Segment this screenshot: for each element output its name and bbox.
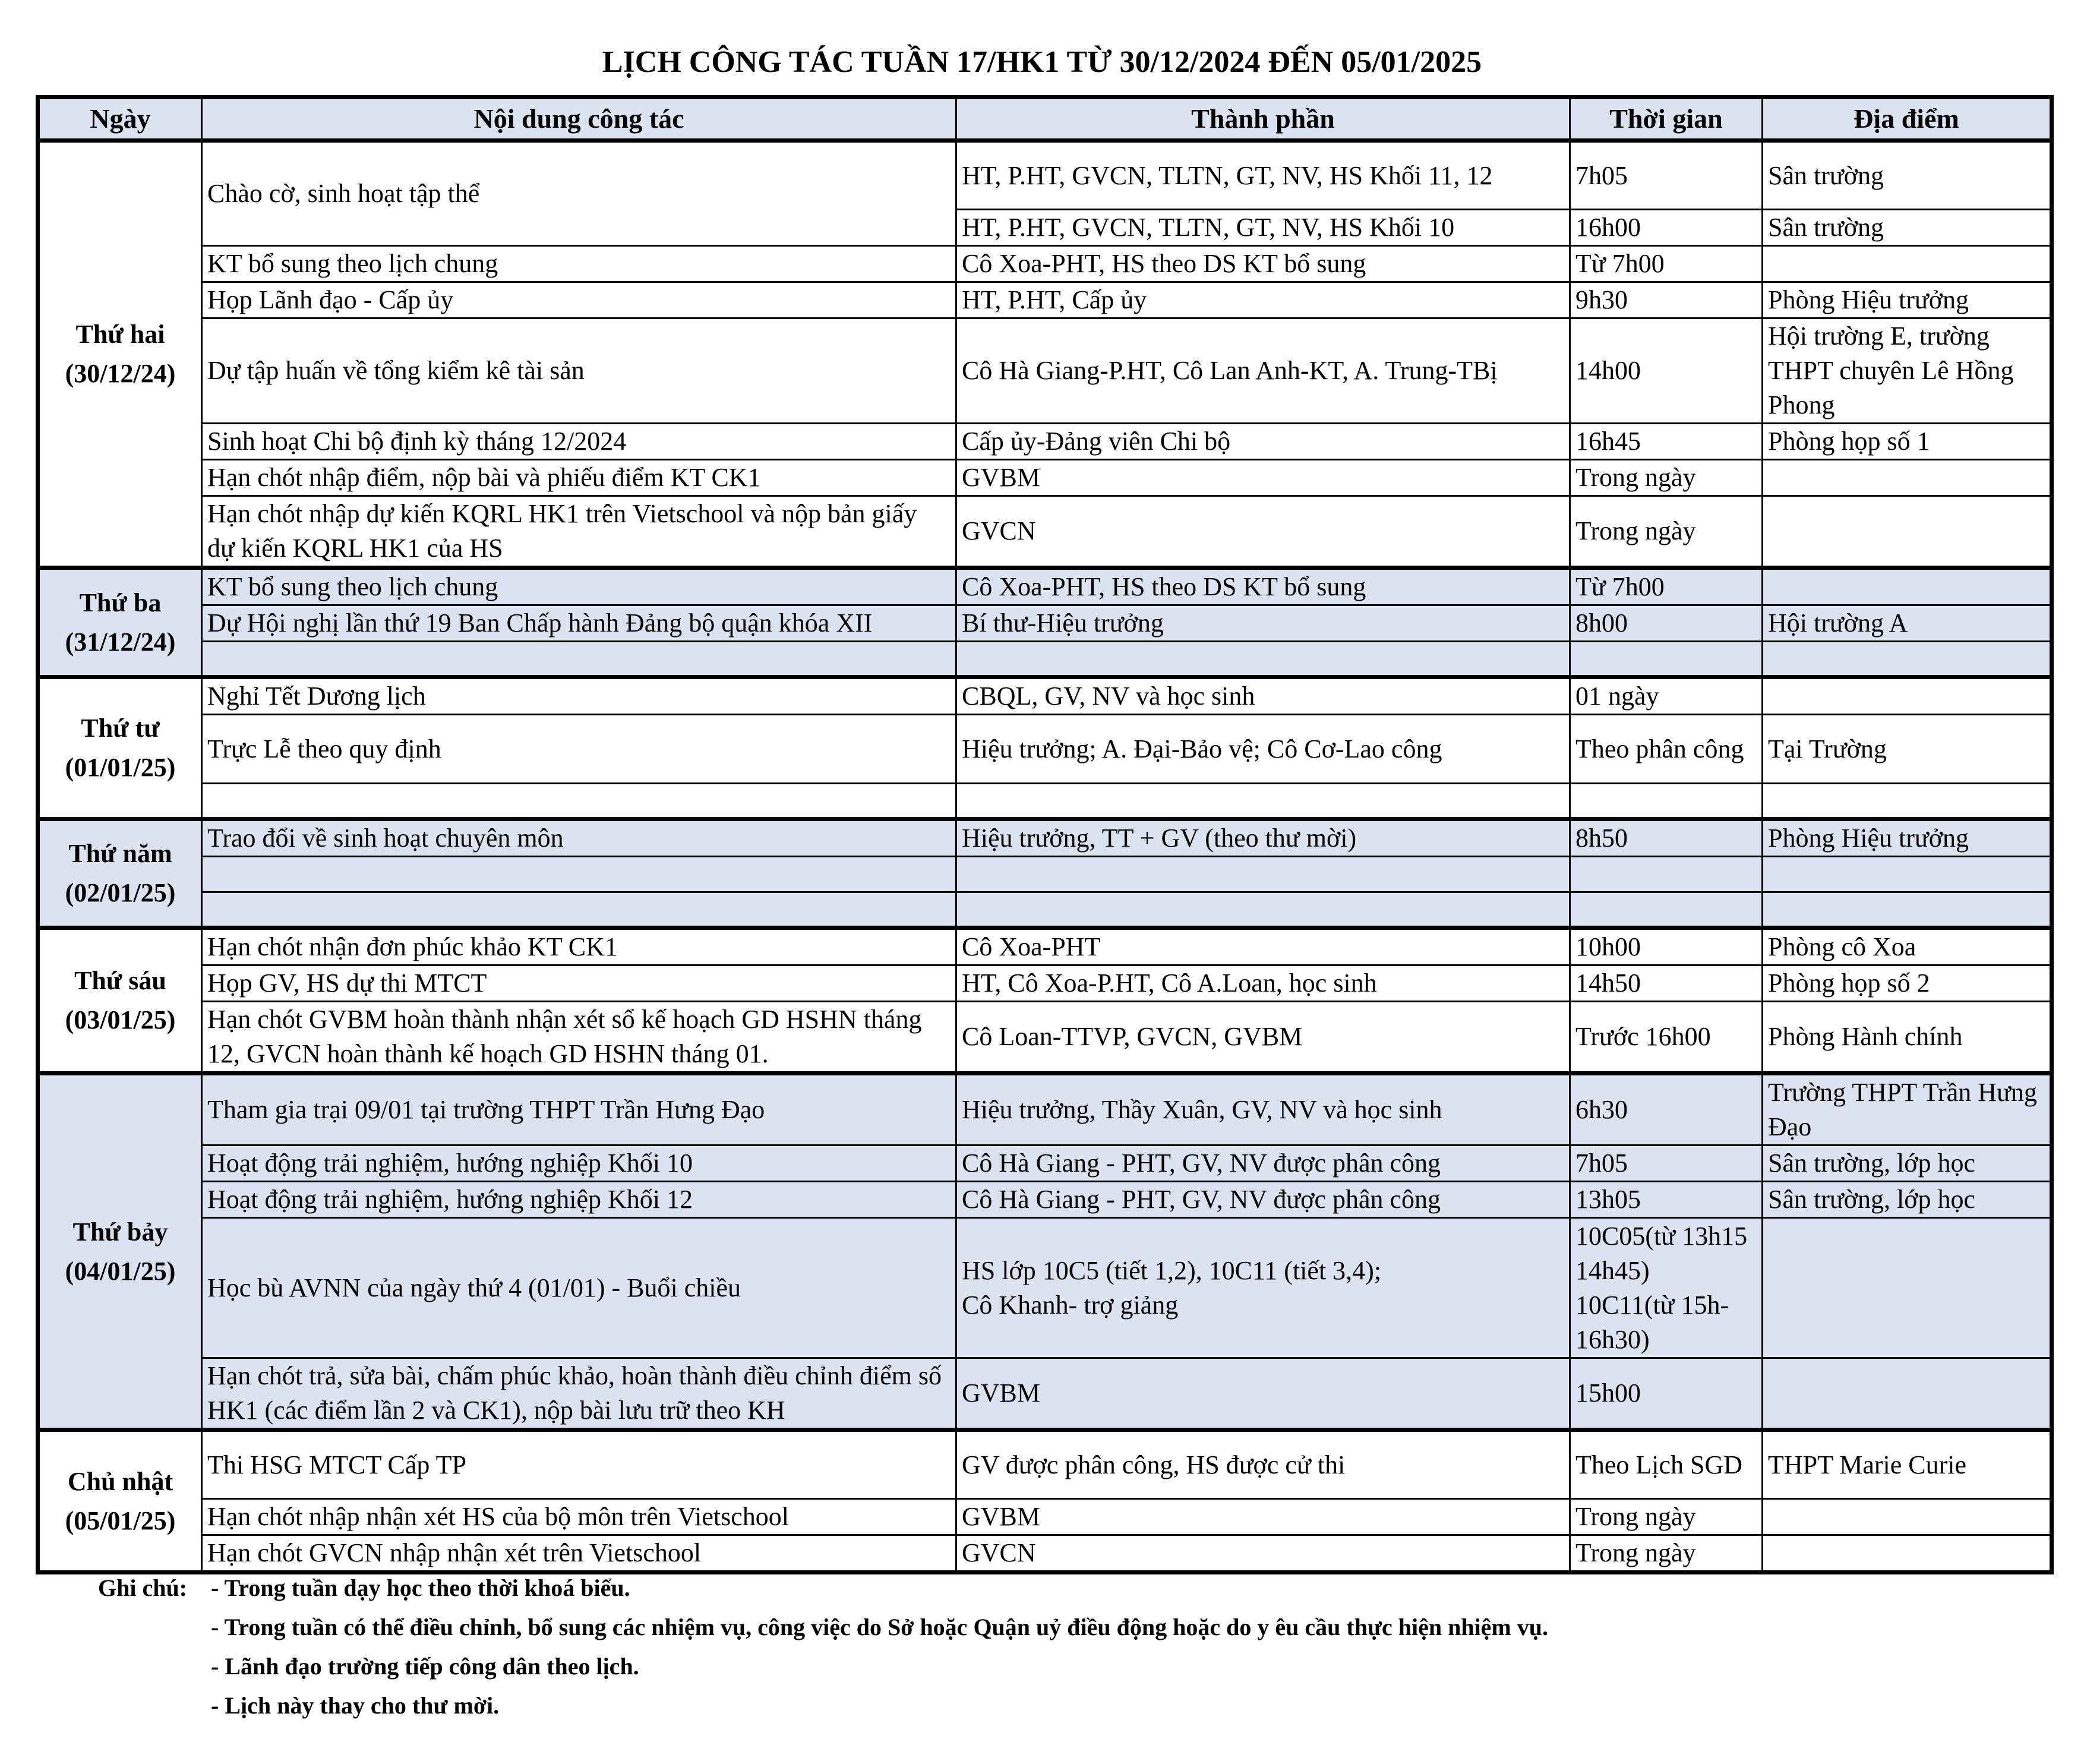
task-time: [1570, 784, 1763, 819]
task-time-text: 16h45: [1575, 427, 1641, 456]
task-location: [1763, 568, 2052, 605]
day-cell: [38, 1430, 202, 1573]
task-members: [956, 1002, 1570, 1074]
task-location-text: Sân trường: [1768, 213, 1884, 242]
task-location: [1763, 496, 2052, 568]
task-members-text: Hiệu trưởng, Thầy Xuân, GV, NV và học sinh: [962, 1095, 1442, 1124]
task-location-text: Phòng cô Xoa: [1768, 932, 1916, 961]
task-location: [1763, 1074, 2052, 1146]
task-location: [1763, 1146, 2052, 1182]
day-date: (03/01/25): [65, 1005, 176, 1034]
task-location: [1763, 965, 2052, 1002]
task-time-text: Theo Lịch SGD: [1575, 1450, 1743, 1479]
task-time-text: 8h50: [1575, 823, 1628, 853]
task-content: [202, 1430, 956, 1499]
day-name: Thứ bảy: [72, 1217, 168, 1247]
task-content: [202, 141, 956, 246]
task-members: [956, 282, 1570, 318]
task-time: [1570, 928, 1763, 965]
task-members: [956, 424, 1570, 460]
day-date: (30/12/24): [65, 359, 176, 388]
task-content-text: Hạn chót GVBM hoàn thành nhận xét sổ kế hoạch GD HSHN tháng 12, GVCN hoàn thành kế hoạch GD HSHN tháng 01.: [207, 1005, 922, 1068]
task-members: [956, 141, 1570, 210]
notes-label: Ghi chú:: [98, 1574, 188, 1601]
task-time: [1570, 1146, 1763, 1182]
task-location: [1763, 784, 2052, 819]
task-location: [1763, 246, 2052, 282]
task-content-text: Họp Lãnh đạo - Cấp ủy: [207, 285, 454, 314]
task-members-text: Cô Xoa-PHT: [962, 932, 1101, 961]
task-location: [1763, 424, 2052, 460]
table-row: [38, 1182, 2052, 1218]
table-row: [38, 496, 2052, 568]
task-members: [956, 857, 1570, 892]
task-time: [1570, 1430, 1763, 1499]
task-time: [1570, 424, 1763, 460]
day-name: Chủ nhật: [67, 1466, 173, 1496]
task-time-text: 16h00: [1575, 213, 1641, 242]
task-members-text: Cô Hà Giang-P.HT, Cô Lan Anh-KT, A. Trung-TBị: [962, 356, 1498, 385]
task-time-text: Từ 7h00: [1575, 249, 1665, 278]
header-content: Nội dung công tác: [202, 97, 956, 141]
task-members: [956, 928, 1570, 965]
table-row: [38, 1430, 2052, 1499]
task-members-text: GVBM: [962, 1502, 1041, 1531]
day-date: (02/01/25): [65, 878, 176, 907]
task-time: [1570, 1358, 1763, 1430]
table-row: [38, 892, 2052, 928]
day-cell: [38, 928, 202, 1074]
task-content-text: Thi HSG MTCT Cấp TP: [207, 1450, 466, 1479]
table-row: [38, 784, 2052, 819]
task-time: [1570, 1218, 1763, 1358]
task-content: [202, 282, 956, 318]
day-date: (04/01/25): [65, 1256, 176, 1286]
task-content: [202, 605, 956, 642]
task-members-text: GVCN: [962, 1538, 1036, 1567]
header-location: Địa điểm: [1763, 97, 2052, 141]
task-time-text: Trước 16h00: [1575, 1022, 1711, 1051]
task-content-text: Dự Hội nghị lần thứ 19 Ban Chấp hành Đảng bộ quận khóa XII: [207, 608, 873, 638]
day-cell: [38, 1074, 202, 1430]
table-row: [38, 1358, 2052, 1430]
task-time: [1570, 1002, 1763, 1074]
task-content: [202, 246, 956, 282]
task-members: [956, 496, 1570, 568]
task-time-text: Từ 7h00: [1575, 572, 1665, 601]
task-members: [956, 715, 1570, 784]
table-row: [38, 318, 2052, 424]
day-name: Thứ ba: [79, 588, 162, 617]
table-row: [38, 928, 2052, 965]
day-group: [38, 1430, 2052, 1573]
task-members-text: GV được phân công, HS được cử thi: [962, 1450, 1346, 1479]
task-time: [1570, 1499, 1763, 1535]
header-row: [38, 97, 2052, 141]
task-location-text: Phòng Hành chính: [1768, 1022, 1963, 1051]
task-location-text: Phòng họp số 1: [1768, 427, 1930, 456]
task-time: [1570, 246, 1763, 282]
task-members: [956, 1499, 1570, 1535]
task-members-text: HT, P.HT, GVCN, TLTN, GT, NV, HS Khối 10: [962, 213, 1455, 242]
task-content-text: Họp GV, HS dự thi MTCT: [207, 968, 487, 998]
task-time: [1570, 282, 1763, 318]
table-row: [38, 965, 2052, 1002]
table-row: [38, 1002, 2052, 1074]
task-location: [1763, 1218, 2052, 1358]
day-name: Thứ năm: [68, 839, 172, 868]
task-members-text: Cô Xoa-PHT, HS theo DS KT bổ sung: [962, 572, 1366, 601]
task-time: [1570, 141, 1763, 210]
task-members: [956, 965, 1570, 1002]
task-time: [1570, 677, 1763, 715]
table-row: [38, 857, 2052, 892]
task-content-text: KT bổ sung theo lịch chung: [207, 249, 498, 278]
task-time: [1570, 965, 1763, 1002]
schedule-table: [36, 95, 2054, 1574]
task-location: [1763, 715, 2052, 784]
table-row: [38, 819, 2052, 857]
task-members: [956, 819, 1570, 857]
task-content: [202, 1218, 956, 1358]
task-time-text: 8h00: [1575, 608, 1628, 638]
day-name: Thứ hai: [75, 320, 165, 349]
task-location: [1763, 605, 2052, 642]
task-location-text: Sân trường, lớp học: [1768, 1148, 1976, 1178]
task-content: [202, 965, 956, 1002]
task-time: [1570, 210, 1763, 246]
task-location: [1763, 1358, 2052, 1430]
day-group: [38, 141, 2052, 568]
day-cell: [38, 819, 202, 928]
day-date: (01/01/25): [65, 753, 176, 782]
task-members: [956, 246, 1570, 282]
task-content: [202, 715, 956, 784]
task-members: [956, 318, 1570, 424]
task-content: [202, 857, 956, 892]
task-time: [1570, 460, 1763, 496]
day-group: [38, 1074, 2052, 1430]
task-content-text: Hoạt động trải nghiệm, hướng nghiệp Khối 12: [207, 1185, 693, 1214]
task-members-text: Bí thư-Hiệu trưởng: [962, 608, 1164, 638]
task-time-text: Trong ngày: [1575, 1502, 1696, 1531]
task-content: [202, 642, 956, 677]
task-location-text: Hội trường A: [1768, 608, 1908, 638]
day-date: (31/12/24): [65, 627, 176, 657]
task-location: [1763, 819, 2052, 857]
task-location-text: Sân trường: [1768, 160, 1884, 190]
task-time-text: 7h05: [1575, 160, 1628, 190]
task-content: [202, 928, 956, 965]
task-members: [956, 784, 1570, 819]
task-content: [202, 424, 956, 460]
task-time: [1570, 605, 1763, 642]
day-name: Thứ sáu: [74, 966, 166, 995]
task-location-text: Hội trường E, trường THPT chuyên Lê Hồng Phong: [1768, 321, 2014, 419]
task-members: [956, 460, 1570, 496]
task-location: [1763, 318, 2052, 424]
task-location: [1763, 460, 2052, 496]
note-item: - Lãnh đạo trường tiếp công dân theo lịch.: [211, 1653, 639, 1680]
table-row: [38, 1499, 2052, 1535]
task-time-text: 7h05: [1575, 1148, 1628, 1178]
task-content-text: Trao đổi về sinh hoạt chuyên môn: [207, 823, 564, 853]
task-content: [202, 318, 956, 424]
task-members: [956, 1074, 1570, 1146]
note-item: - Trong tuần có thể điều chỉnh, bổ sung các nhiệm vụ, công việc do Sở hoặc Quận uỷ điều động hoặc do y êu cầu thực hiện nhiệm vụ.: [211, 1614, 1548, 1640]
task-members: [956, 642, 1570, 677]
table-row: [38, 424, 2052, 460]
task-content-text: Trực Lễ theo quy định: [207, 734, 441, 763]
day-cell: [38, 568, 202, 677]
table-row: [38, 1074, 2052, 1146]
task-location: [1763, 1535, 2052, 1573]
task-time-text: Theo phân công: [1575, 734, 1744, 763]
task-content: [202, 892, 956, 928]
notes: [98, 1569, 1548, 1725]
task-location-text: Sân trường, lớp học: [1768, 1185, 1976, 1214]
task-location: [1763, 282, 2052, 318]
task-members-text: Cô Hà Giang - PHT, GV, NV được phân công: [962, 1148, 1441, 1178]
task-time-text: 14h50: [1575, 968, 1641, 998]
task-time: [1570, 496, 1763, 568]
task-location: [1763, 857, 2052, 892]
task-location-text: Phòng Hiệu trưởng: [1768, 823, 1969, 853]
task-members-text: HT, Cô Xoa-P.HT, Cô A.Loan, học sinh: [962, 968, 1377, 998]
task-content: [202, 1146, 956, 1182]
task-content-text: Hạn chót nhận đơn phúc khảo KT CK1: [207, 932, 618, 961]
task-members-text: Cô Loan-TTVP, GVCN, GVBM: [962, 1022, 1303, 1051]
task-content-text: Hạn chót trả, sửa bài, chấm phúc khảo, hoàn thành điều chỉnh điểm số HK1 (các điểm lần 2 và CK1), nộp bài lưu trữ theo KH: [207, 1361, 942, 1425]
task-members: [956, 1146, 1570, 1182]
task-content: [202, 819, 956, 857]
task-content: [202, 460, 956, 496]
task-time-text: Trong ngày: [1575, 1538, 1696, 1567]
task-members-text: Cô Hà Giang - PHT, GV, NV được phân công: [962, 1185, 1441, 1214]
task-members: [956, 1182, 1570, 1218]
task-location-text: Tại Trường: [1768, 734, 1887, 763]
task-time-text: 14h00: [1575, 356, 1641, 385]
task-location: [1763, 1182, 2052, 1218]
header-time: Thời gian: [1570, 97, 1763, 141]
note-item: - Trong tuần dạy học theo thời khoá biểu.: [211, 1574, 630, 1601]
table-row: [38, 1218, 2052, 1358]
task-content-text: Hoạt động trải nghiệm, hướng nghiệp Khối 10: [207, 1148, 693, 1178]
day-group: [38, 568, 2052, 677]
task-content: [202, 496, 956, 568]
task-members: [956, 605, 1570, 642]
task-location-text: Trường THPT Trần Hưng Đạo: [1768, 1078, 2037, 1141]
task-content-text: Sinh hoạt Chi bộ định kỳ tháng 12/2024: [207, 427, 627, 456]
task-members-text: Hiệu trưởng, TT + GV (theo thư mời): [962, 823, 1357, 853]
table-row: [38, 141, 2052, 210]
task-content: [202, 677, 956, 715]
task-members-text: CBQL, GV, NV và học sinh: [962, 681, 1255, 711]
task-members: [956, 1535, 1570, 1573]
task-members-text: HT, P.HT, GVCN, TLTN, GT, NV, HS Khối 11, 12: [962, 160, 1493, 190]
task-members-text: Cấp ủy-Đảng viên Chi bộ: [962, 427, 1231, 456]
task-content-text: Tham gia trại 09/01 tại trường THPT Trần Hưng Đạo: [207, 1095, 765, 1124]
task-content-text: Hạn chót nhập dự kiến KQRL HK1 trên Vietschool và nộp bản giấy dự kiến KQRL HK1 của HS: [207, 499, 917, 563]
note-item: - Lịch này thay cho thư mời.: [211, 1692, 500, 1719]
day-cell: [38, 677, 202, 819]
task-time: [1570, 318, 1763, 424]
task-time-text: Trong ngày: [1575, 463, 1696, 492]
task-time-text: 9h30: [1575, 285, 1628, 314]
notes-list: [98, 1569, 1548, 1725]
task-content: [202, 1499, 956, 1535]
task-content-text: Học bù AVNN của ngày thứ 4 (01/01) - Buổi chiều: [207, 1273, 741, 1302]
table-row: [38, 282, 2052, 318]
task-time-text: 15h00: [1575, 1378, 1641, 1408]
task-location: [1763, 210, 2052, 246]
day-group: [38, 819, 2052, 928]
task-content-text: Chào cờ, sinh hoạt tập thể: [207, 179, 480, 208]
task-content: [202, 1358, 956, 1430]
task-members: [956, 210, 1570, 246]
table-row: [38, 568, 2052, 605]
task-time-text: 6h30: [1575, 1095, 1628, 1124]
task-content: [202, 1002, 956, 1074]
table-row: [38, 1535, 2052, 1573]
task-location: [1763, 1430, 2052, 1499]
task-content-text: Dự tập huấn về tổng kiểm kê tài sản: [207, 356, 585, 385]
task-time: [1570, 857, 1763, 892]
task-content-text: Hạn chót GVCN nhập nhận xét trên Vietschool: [207, 1538, 702, 1567]
task-content: [202, 784, 956, 819]
table-row: [38, 1146, 2052, 1182]
task-location-text: Phòng Hiệu trưởng: [1768, 285, 1969, 314]
task-time-text: 01 ngày: [1575, 681, 1659, 711]
task-members-text: GVCN: [962, 516, 1036, 545]
task-location-text: THPT Marie Curie: [1768, 1450, 1967, 1479]
day-name: Thứ tư: [81, 714, 160, 743]
task-members: [956, 1218, 1570, 1358]
task-content-text: Hạn chót nhập điểm, nộp bài và phiếu điểm KT CK1: [207, 463, 761, 492]
task-time: [1570, 1535, 1763, 1573]
task-members: [956, 1358, 1570, 1430]
table-row: [38, 246, 2052, 282]
task-content: [202, 1182, 956, 1218]
task-content: [202, 1535, 956, 1573]
task-time-text: 10C05(từ 13h15 14h45) 10C11(từ 15h-16h30): [1575, 1221, 1748, 1354]
task-time: [1570, 1074, 1763, 1146]
task-time: [1570, 819, 1763, 857]
task-members: [956, 677, 1570, 715]
task-location-text: Phòng họp số 2: [1768, 968, 1930, 998]
task-members: [956, 1430, 1570, 1499]
task-time: [1570, 568, 1763, 605]
task-time: [1570, 642, 1763, 677]
task-members-text: Hiệu trưởng; A. Đại-Bảo vệ; Cô Cơ-Lao công: [962, 734, 1442, 763]
task-members-text: HT, P.HT, Cấp ủy: [962, 285, 1147, 314]
day-cell: [38, 141, 202, 568]
header-members: Thành phần: [956, 97, 1570, 141]
task-members: [956, 892, 1570, 928]
task-time-text: Trong ngày: [1575, 516, 1696, 545]
task-members-text: GVBM: [962, 463, 1041, 492]
table-row: [38, 605, 2052, 642]
task-time: [1570, 1182, 1763, 1218]
task-location: [1763, 1499, 2052, 1535]
task-content: [202, 1074, 956, 1146]
task-time: [1570, 715, 1763, 784]
task-members-text: GVBM: [962, 1378, 1041, 1408]
table-row: [38, 677, 2052, 715]
day-group: [38, 928, 2052, 1074]
table-row: [38, 642, 2052, 677]
task-members-text: Cô Xoa-PHT, HS theo DS KT bổ sung: [962, 249, 1366, 278]
task-location: [1763, 677, 2052, 715]
task-location: [1763, 642, 2052, 677]
day-date: (05/01/25): [65, 1506, 176, 1535]
task-time-text: 13h05: [1575, 1185, 1641, 1214]
task-location: [1763, 141, 2052, 210]
table-row: [38, 715, 2052, 784]
task-location: [1763, 892, 2052, 928]
task-location: [1763, 928, 2052, 965]
task-members: [956, 568, 1570, 605]
task-location: [1763, 1002, 2052, 1074]
task-content-text: KT bổ sung theo lịch chung: [207, 572, 498, 601]
table-row: [38, 460, 2052, 496]
task-content-text: Hạn chót nhập nhận xét HS của bộ môn trên Vietschool: [207, 1502, 789, 1531]
header-day: Ngày: [38, 97, 202, 141]
task-members-text: HS lớp 10C5 (tiết 1,2), 10C11 (tiết 3,4); Cô Khanh- trợ giảng: [962, 1255, 1382, 1320]
day-group: [38, 677, 2052, 819]
task-time-text: 10h00: [1575, 932, 1641, 961]
task-time: [1570, 892, 1763, 928]
page-title: LỊCH CÔNG TÁC TUẦN 17/HK1 TỪ 30/12/2024 ĐẾN 05/01/2025: [602, 45, 1482, 79]
task-content-text: Nghỉ Tết Dương lịch: [207, 681, 426, 711]
task-content: [202, 568, 956, 605]
